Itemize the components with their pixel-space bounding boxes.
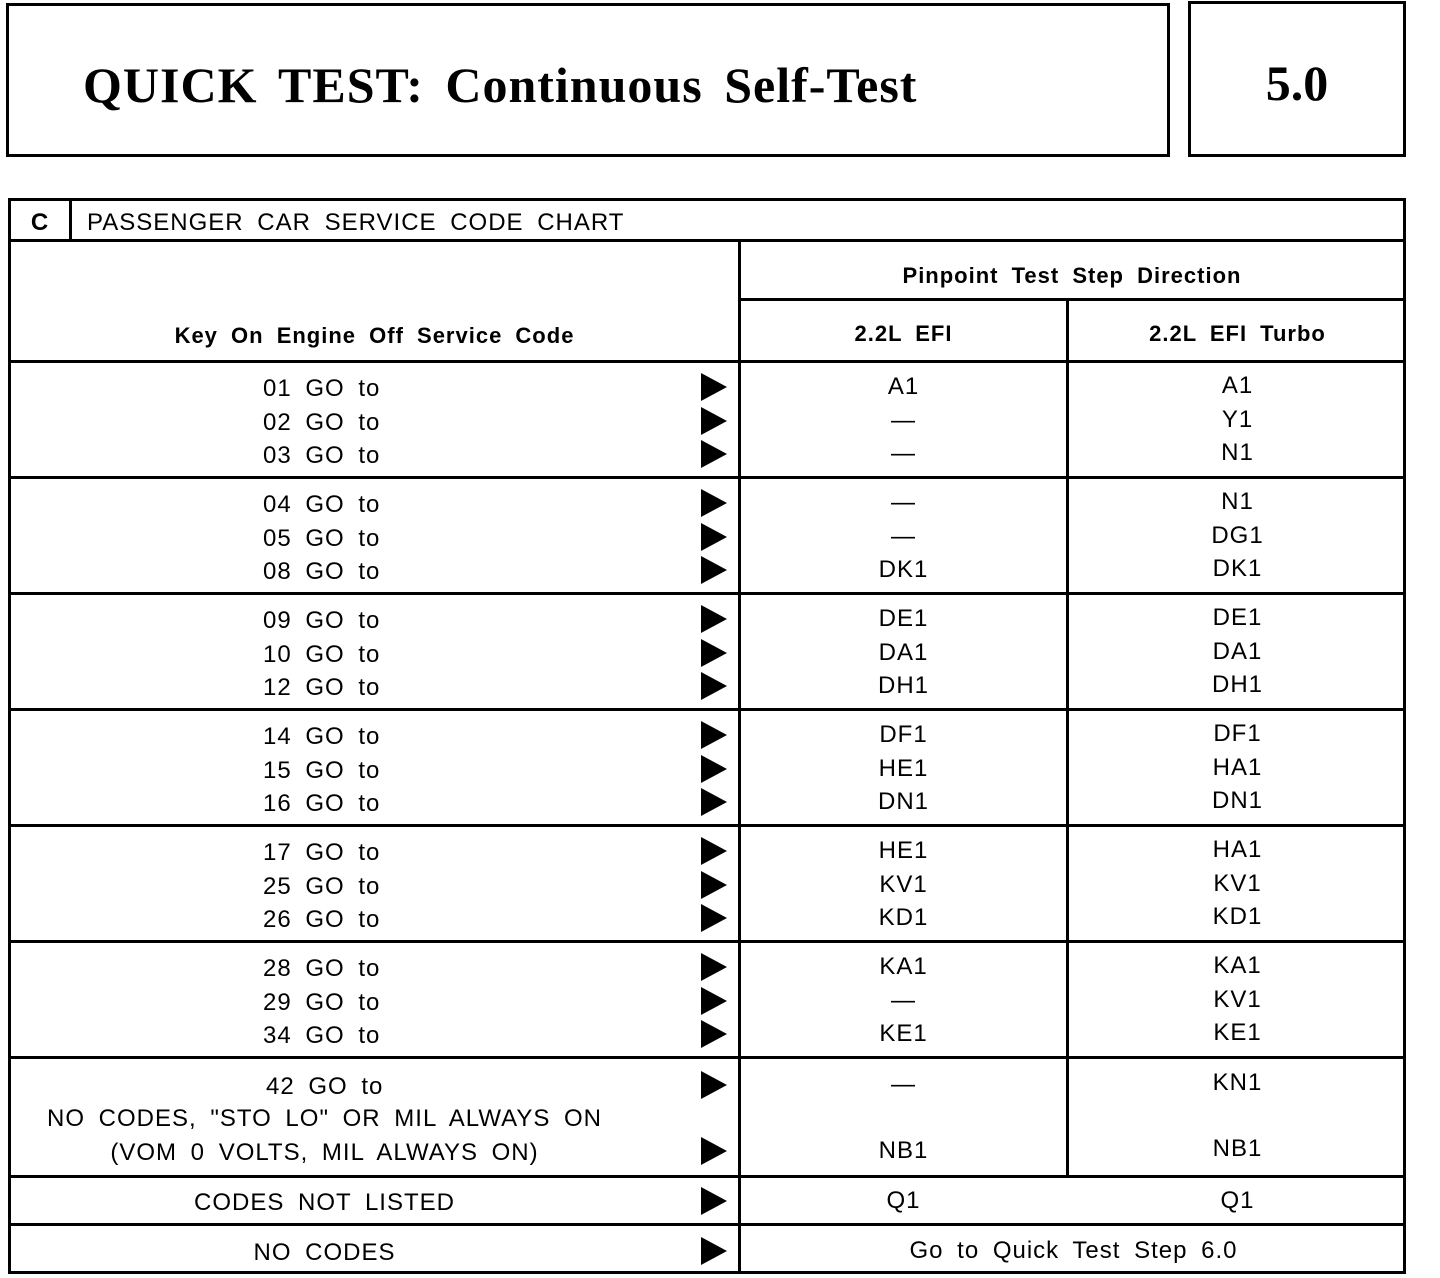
- arrow-icon: [701, 721, 727, 749]
- group-divider: [11, 940, 1403, 943]
- service-code: 01 GO to: [263, 375, 381, 402]
- turbo-step: DG1: [1211, 521, 1264, 549]
- title-divider: [11, 239, 1403, 242]
- arrow-icon: [701, 1020, 727, 1048]
- arrow-icon: [701, 639, 727, 667]
- section-number: 5.0: [1265, 55, 1329, 111]
- arrow-icon: [701, 837, 727, 865]
- service-code-chart: [8, 198, 1406, 1274]
- arrow-icon: [701, 440, 727, 468]
- service-code: 10 GO to: [263, 640, 381, 668]
- letter-divider: [69, 201, 72, 239]
- service-code: 16 GO to: [263, 790, 381, 817]
- efi-step: —: [891, 406, 916, 434]
- service-code: 08 GO to: [263, 558, 381, 585]
- arrow-icon: [701, 1187, 727, 1215]
- header-bottom-divider: [11, 360, 1403, 363]
- service-code: 25 GO to: [263, 872, 381, 900]
- service-code: 29 GO to: [263, 988, 381, 1016]
- codes-not-listed-label: CODES NOT LISTED: [194, 1189, 455, 1216]
- efi-step: —: [891, 489, 916, 516]
- turbo-step: KD1: [1212, 903, 1263, 930]
- arrow-icon: [701, 788, 727, 816]
- turbo-step: KE1: [1213, 1019, 1262, 1046]
- arrow-icon: [701, 407, 727, 435]
- arrow-icon: [701, 672, 727, 700]
- turbo-step: N1: [1221, 488, 1254, 515]
- turbo-step: DF1: [1213, 720, 1262, 747]
- vom-0-volts: (VOM 0 VOLTS, MIL ALWAYS ON): [110, 1139, 539, 1166]
- turbo-step: DA1: [1212, 637, 1263, 665]
- arrow-icon: [701, 1071, 727, 1099]
- turbo-step: KV1: [1213, 985, 1262, 1013]
- service-code: 03 GO to: [263, 442, 381, 469]
- group-divider: [11, 476, 1403, 479]
- row-divider: [11, 1223, 1403, 1226]
- arrow-icon: [701, 987, 727, 1015]
- no-codes-sto-lo: NO CODES, "STO LO" OR MIL ALWAYS ON: [46, 1105, 603, 1132]
- turbo-step: Y1: [1221, 405, 1254, 433]
- chart-letter: C: [30, 209, 50, 236]
- efi-nb: NB1: [878, 1137, 929, 1164]
- group-divider: [11, 1056, 1403, 1059]
- turbo-step: N1: [1221, 439, 1254, 466]
- service-code: 12 GO to: [263, 674, 381, 701]
- efi-header: 2.2L EFI: [854, 321, 953, 346]
- efi-step: DA1: [878, 638, 929, 666]
- turbo-step: DH1: [1211, 671, 1263, 698]
- arrow-icon: [701, 373, 727, 401]
- efi-step: —: [891, 522, 916, 550]
- codes-not-listed-turbo: Q1: [1220, 1187, 1255, 1214]
- efi-step: —: [891, 440, 916, 467]
- codes-not-listed-efi: Q1: [886, 1187, 921, 1214]
- section-number-box: [1188, 1, 1406, 157]
- turbo-step: KA1: [1213, 952, 1262, 979]
- arrow-icon: [701, 1137, 727, 1165]
- group-divider: [11, 1175, 1403, 1178]
- service-code: 28 GO to: [263, 955, 381, 982]
- arrow-icon: [701, 489, 727, 517]
- group-header-divider: [738, 298, 1403, 301]
- arrow-icon: [701, 523, 727, 551]
- arrow-icon: [701, 953, 727, 981]
- arrow-icon: [701, 871, 727, 899]
- arrow-icon: [701, 755, 727, 783]
- efi-step: —: [891, 986, 916, 1014]
- efi-step: HE1: [878, 754, 929, 782]
- turbo-step: HA1: [1212, 753, 1263, 781]
- service-code: 04 GO to: [263, 491, 381, 518]
- turbo-step: KV1: [1213, 869, 1262, 897]
- efi-step: KE1: [879, 1020, 928, 1047]
- efi-step: KD1: [878, 904, 929, 931]
- service-code: 26 GO to: [263, 906, 381, 933]
- service-code: 17 GO to: [263, 839, 381, 866]
- service-code: 34 GO to: [263, 1022, 381, 1049]
- pinpoint-header: Pinpoint Test Step Direction: [902, 263, 1242, 288]
- turbo-step: DK1: [1212, 555, 1263, 582]
- efi-step: KV1: [879, 870, 928, 898]
- turbo-step: DE1: [1212, 604, 1263, 631]
- group-divider: [11, 592, 1403, 595]
- service-code: 05 GO to: [263, 524, 381, 552]
- efi-step: DH1: [877, 672, 929, 699]
- efi-step: DE1: [878, 605, 929, 632]
- page-title: QUICK TEST: Continuous Self-Test: [83, 57, 918, 113]
- efi-step: DN1: [877, 788, 929, 815]
- service-code: 09 GO to: [263, 607, 381, 634]
- title-box: [6, 3, 1170, 157]
- service-code: 14 GO to: [263, 723, 381, 750]
- turbo-step: DN1: [1211, 787, 1263, 814]
- code-42: 42 GO to: [266, 1073, 384, 1100]
- arrow-icon: [701, 605, 727, 633]
- efi-step: DF1: [879, 721, 928, 748]
- turbo-step: A1: [1221, 372, 1254, 399]
- group-divider: [11, 708, 1403, 711]
- efi-step: HE1: [878, 837, 929, 864]
- efi-step: A1: [887, 373, 920, 400]
- service-code-header: Key On Engine Off Service Code: [174, 323, 575, 348]
- service-code: 15 GO to: [263, 756, 381, 784]
- arrow-icon: [701, 904, 727, 932]
- arrow-icon: [701, 1237, 727, 1265]
- turbo-42: KN1: [1212, 1069, 1263, 1096]
- chart-title: PASSENGER CAR SERVICE CODE CHART: [87, 209, 625, 236]
- efi-step: KA1: [879, 953, 928, 980]
- turbo-nb: NB1: [1212, 1135, 1263, 1162]
- group-divider: [11, 824, 1403, 827]
- turbo-header: 2.2L EFI Turbo: [1149, 321, 1326, 346]
- turbo-step: HA1: [1212, 836, 1263, 863]
- efi-42: —: [891, 1071, 916, 1098]
- arrow-icon: [701, 556, 727, 584]
- efi-step: DK1: [878, 556, 929, 583]
- service-code: 02 GO to: [263, 408, 381, 436]
- no-codes-direction: Go to Quick Test Step 6.0: [909, 1237, 1238, 1264]
- no-codes-label: NO CODES: [253, 1239, 396, 1266]
